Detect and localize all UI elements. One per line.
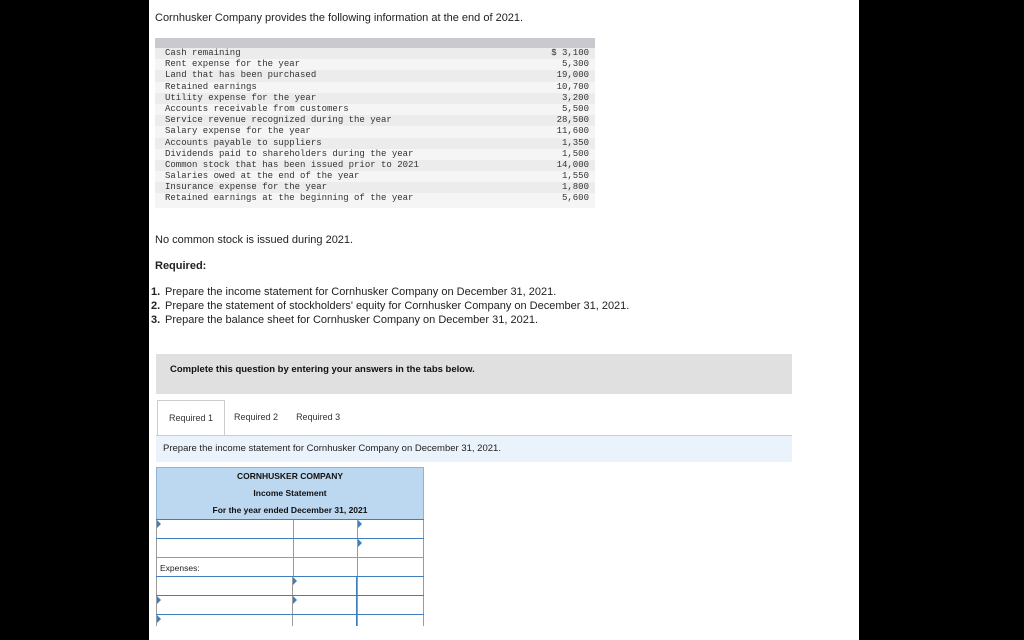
data-row-label: Retained earnings: [165, 81, 257, 92]
account-select[interactable]: [157, 597, 292, 615]
data-row-value: 5,300: [561, 59, 589, 70]
data-row-value: 28,500: [556, 115, 589, 126]
requirement-item: 2. Prepare the statement of stockholders' equity for Cornhusker Company on December 31, 2021.: [151, 300, 630, 312]
data-row-value: 5,600: [561, 193, 589, 204]
data-row-value: 1,500: [561, 148, 589, 159]
data-row: [155, 104, 595, 115]
data-row-label: Accounts receivable from customers: [165, 103, 349, 114]
statement-row: [156, 557, 424, 576]
data-row-value: 1,350: [561, 137, 589, 148]
dropdown-marker-icon: [157, 615, 161, 623]
note-text: No common stock is issued during 2021.: [155, 234, 354, 246]
account-select[interactable]: [157, 540, 293, 558]
data-row: [155, 70, 595, 81]
dropdown-marker-icon: [358, 539, 362, 547]
data-row: [155, 182, 595, 193]
data-row: [155, 193, 595, 204]
account-select[interactable]: [157, 521, 293, 539]
data-row: [155, 48, 595, 59]
statement-header: [156, 467, 424, 519]
amount-input[interactable]: [293, 597, 356, 615]
requirements-list: [151, 285, 629, 327]
amount-input[interactable]: [358, 540, 423, 558]
statement-row: [156, 595, 424, 614]
data-row-label: Accounts payable to suppliers: [165, 137, 322, 148]
statement-row: [156, 519, 424, 538]
data-row-label: Insurance expense for the year: [165, 182, 328, 193]
dropdown-marker-icon: [358, 520, 362, 528]
data-row-label: Salaries owed at the end of the year: [165, 171, 360, 182]
requirement-item: 1. Prepare the income statement for Cornhusker Company on December 31, 2021.: [151, 286, 557, 298]
data-row: [155, 115, 595, 126]
dropdown-marker-icon: [293, 596, 297, 604]
data-row: [155, 59, 595, 70]
statement-row: [156, 576, 424, 595]
statement-period: For the year ended December 31, 2021: [212, 505, 368, 515]
data-row-label: Cash remaining: [165, 48, 241, 58]
requirement-item: 3. Prepare the balance sheet for Cornhusker Company on December 31, 2021.: [151, 314, 538, 326]
dropdown-marker-icon: [157, 596, 161, 604]
dropdown-marker-icon: [157, 520, 161, 528]
data-row-label: Land that has been purchased: [165, 70, 317, 81]
intro-text: Cornhusker Company provides the following information at the end of 2021.: [155, 12, 524, 24]
tab-bar: [157, 400, 349, 436]
data-row-value: 11,600: [556, 126, 589, 137]
required-heading: Required:: [155, 260, 207, 272]
tab-prompt: Prepare the income statement for Cornhusker Company on December 31, 2021.: [156, 436, 792, 462]
data-row: [155, 126, 595, 137]
tab-required-3[interactable]: Required 3: [296, 412, 341, 422]
data-row-value: 5,500: [561, 103, 589, 114]
data-row-value: 10,700: [556, 81, 589, 92]
data-row-label: Retained earnings at the beginning of the year: [165, 193, 414, 204]
data-row: [155, 138, 595, 149]
amount-input[interactable]: [358, 521, 423, 539]
account-select[interactable]: [157, 578, 292, 596]
income-statement-form: [156, 467, 424, 633]
data-row: [155, 160, 595, 171]
data-row-value: 14,000: [556, 159, 589, 170]
expenses-label: Expenses:: [160, 563, 200, 573]
data-row-label: Utility expense for the year: [165, 92, 317, 103]
question-page: [149, 0, 859, 640]
data-row-label: Rent expense for the year: [165, 59, 301, 70]
tab-required-2[interactable]: Required 2: [234, 412, 279, 422]
amount-input[interactable]: [293, 578, 356, 596]
data-row-label: Service revenue recognized during the year: [165, 115, 392, 126]
data-table-header: [155, 38, 595, 48]
instructions-box: Complete this question by entering your answers in the tabs below.: [156, 354, 792, 394]
bottom-strip: [149, 626, 859, 640]
data-row-value: 1,800: [561, 182, 589, 193]
data-row: [155, 93, 595, 104]
statement-row: [156, 538, 424, 557]
data-row-label: Common stock that has been issued prior to 2021: [165, 159, 419, 170]
statement-title: Income Statement: [253, 488, 327, 498]
data-row: [155, 171, 595, 182]
data-row: [155, 82, 595, 93]
data-row-label: Dividends paid to shareholders during the year: [165, 148, 414, 159]
data-row-value: $ 3,100: [551, 48, 589, 58]
company-name: CORNHUSKER COMPANY: [236, 471, 344, 481]
dropdown-marker-icon: [293, 577, 297, 585]
data-row-label: Salary expense for the year: [165, 126, 311, 137]
tab-required-1[interactable]: Required 1: [157, 400, 225, 436]
data-row-value: 3,200: [561, 92, 589, 103]
data-row-value: 1,550: [561, 171, 589, 182]
data-table: [155, 38, 595, 208]
data-row: [155, 149, 595, 160]
data-row-value: 19,000: [556, 70, 589, 81]
